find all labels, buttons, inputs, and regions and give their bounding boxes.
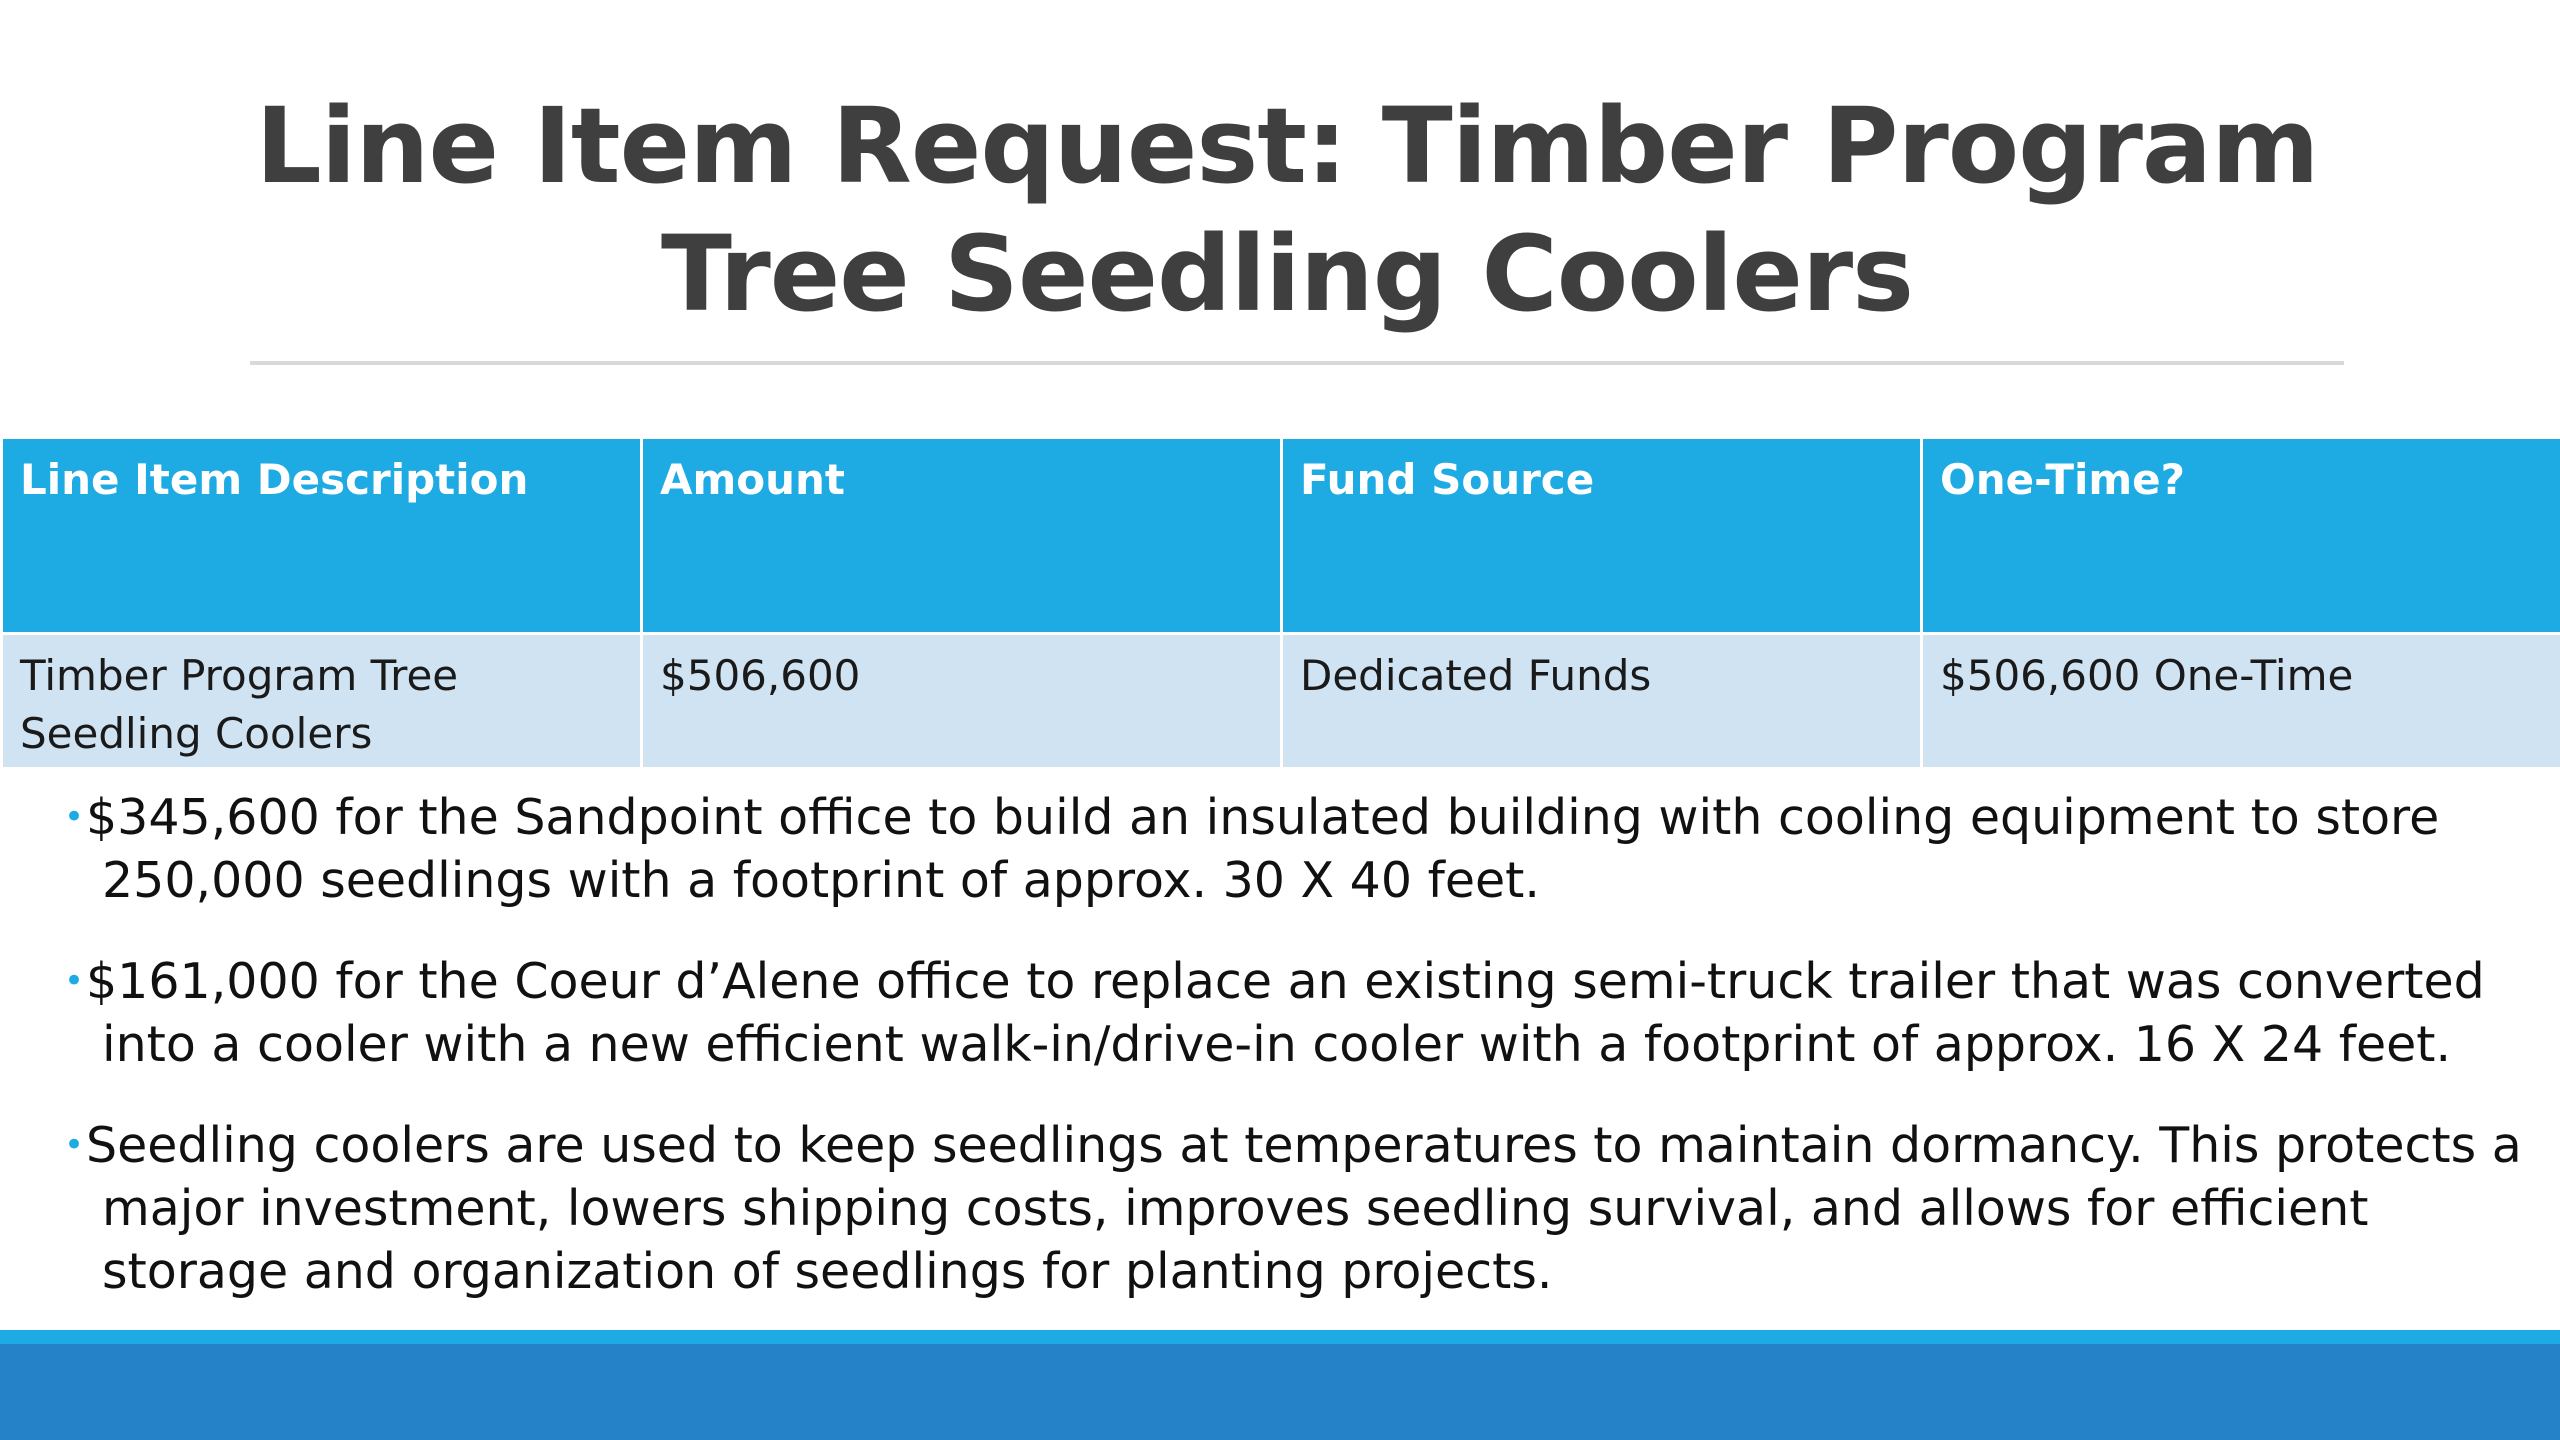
bullet-text: Seedling coolers are used to keep seedlings at temperatures to maintain dormancy. This protects a major investment, lowers shipping costs, improves seedling survival, and allows for efficient storage and organization of seedlings for planting projects. xyxy=(86,1117,2522,1300)
slide-title xyxy=(0,82,2560,338)
cell-amount: $506,600 xyxy=(642,634,1282,769)
title-divider xyxy=(250,361,2344,365)
table-header-row xyxy=(2,438,2560,634)
header-amount: Amount xyxy=(642,438,1282,634)
bullet-dot-icon: • xyxy=(64,1125,85,1165)
table-row xyxy=(2,634,2560,769)
slide-title-line-2: Tree Seedling Coolers xyxy=(660,213,1914,335)
cell-description: Timber Program Tree Seedling Coolers xyxy=(2,634,642,769)
header-line-item-description: Line Item Description xyxy=(2,438,642,634)
footer-accent-stripe xyxy=(0,1330,2560,1344)
line-item-table xyxy=(0,436,2560,770)
bullet-text: $161,000 for the Coeur d’Alene office to replace an existing semi-truck trailer that was converted into a cooler with a new efficient walk-in/drive-in cooler with a footprint of approx. 16 X 24 feet. xyxy=(86,953,2485,1073)
list-item xyxy=(0,950,2560,1076)
bullet-list xyxy=(0,786,2560,1341)
list-item xyxy=(0,1114,2560,1303)
cell-fund-source: Dedicated Funds xyxy=(1282,634,1922,769)
footer-band xyxy=(0,1344,2560,1440)
bullet-dot-icon: • xyxy=(64,961,85,1001)
header-one-time: One-Time? xyxy=(1922,438,2560,634)
bullet-text: $345,600 for the Sandpoint office to build an insulated building with cooling equipment to store 250,000 seedlings with a footprint of approx. 30 X 40 feet. xyxy=(86,789,2440,909)
bullet-dot-icon: • xyxy=(64,797,85,837)
list-item xyxy=(0,786,2560,912)
slide-title-line-1: Line Item Request: Timber Program xyxy=(255,85,2319,207)
cell-one-time: $506,600 One-Time xyxy=(1922,634,2560,769)
header-fund-source: Fund Source xyxy=(1282,438,1922,634)
